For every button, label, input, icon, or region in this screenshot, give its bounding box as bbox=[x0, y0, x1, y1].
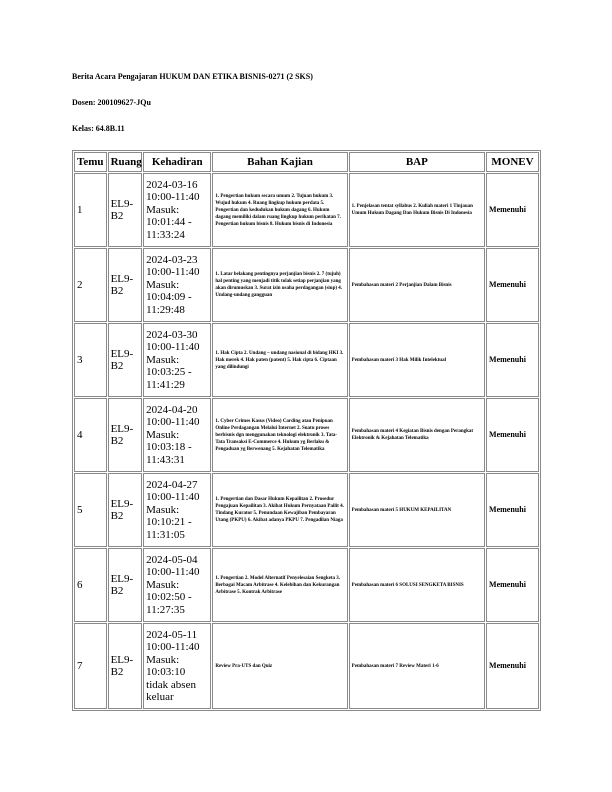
cell-bap: Pembahasan materi 5 HUKUM KEPAILITAN bbox=[349, 473, 485, 547]
table-header-row bbox=[74, 152, 539, 172]
table-row bbox=[74, 398, 539, 472]
column-header-ruang: Ruang bbox=[108, 152, 143, 172]
cell-ruang: EL9-B2 bbox=[108, 548, 143, 622]
cell-temu: 6 bbox=[74, 548, 107, 622]
table-row bbox=[74, 548, 539, 622]
cell-bahan-kajian: 1. Cyber Crimes Kasus (Video) Carding atau Penipuan Online Perdagangan Melalui Internet 2. Suatu proses berbisnis dgn menggunakan teknologi elektronik 3. Tata-Tata Transaksi E-Commerce 4. Hukum yg Berlaku & Pengaduan yg Berwenang 5. Kejahatan Telematika bbox=[212, 398, 347, 472]
cell-bap: 1. Penjelasan tentat syllabus 2. Kuliah materi 1 Tinjauan Umum Hukum Dagang Dan Hukum Bisnis Di Indonesia bbox=[349, 173, 485, 247]
table-row bbox=[74, 248, 539, 322]
attendance-report-table bbox=[72, 150, 541, 711]
column-header-bap: BAP bbox=[349, 152, 485, 172]
cell-bap: Pembahasan materi 7 Review Materi 1-6 bbox=[349, 623, 485, 709]
column-header-bahan-kajian: Bahan Kajian bbox=[212, 152, 347, 172]
cell-ruang: EL9-B2 bbox=[108, 323, 143, 397]
cell-bahan-kajian: Review Pra-UTS dan Quiz bbox=[212, 623, 347, 709]
cell-ruang: EL9-B2 bbox=[108, 398, 143, 472]
cell-kehadiran: 2024-03-16 10:00-11:40 Masuk: 10:01:44 - 11:33:24 bbox=[143, 173, 211, 247]
cell-bahan-kajian: 1. Pengertian 2. Model Alternatif Penyelesaian Sengketa 3. Berbagai Macam Arbitrase 4. Kelebihan dan Kekurangan Arbitrase 5. Kontrak Arbitrase bbox=[212, 548, 347, 622]
column-header-monev: MONEV bbox=[486, 152, 539, 172]
cell-monev: Memenuhi bbox=[486, 473, 539, 547]
cell-monev: Memenuhi bbox=[486, 323, 539, 397]
cell-kehadiran: 2024-03-23 10:00-11:40 Masuk: 10:04:09 - 11:29:48 bbox=[143, 248, 211, 322]
table-row bbox=[74, 473, 539, 547]
cell-bahan-kajian: 1. Hak Cipta 2. Undang – undang nasional di bidang HKI 3. Hak merek 4. Hak paten (patent) 5. Hak cipta 6. Ciptaan yang dilindungi bbox=[212, 323, 347, 397]
cell-bap: Pembahasan materi 2 Perjanjian Dalam Bisnis bbox=[349, 248, 485, 322]
cell-monev: Memenuhi bbox=[486, 623, 539, 709]
document-title: Berita Acara Pengajaran HUKUM DAN ETIKA BISNIS-0271 (2 SKS) bbox=[72, 72, 313, 81]
cell-kehadiran: 2024-05-11 10:00-11:40 Masuk: 10:03:10 tidak absen keluar bbox=[143, 623, 211, 709]
table-row bbox=[74, 623, 539, 709]
cell-temu: 3 bbox=[74, 323, 107, 397]
cell-ruang: EL9-B2 bbox=[108, 173, 143, 247]
lecturer-line: Dosen: 200109627-JQu bbox=[72, 98, 151, 107]
cell-ruang: EL9-B2 bbox=[108, 473, 143, 547]
cell-ruang: EL9-B2 bbox=[108, 623, 143, 709]
cell-bap: Pembahasan materi 6 SOLUSI SENGKETA BISNIS bbox=[349, 548, 485, 622]
column-header-kehadiran: Kehadiran bbox=[143, 152, 211, 172]
cell-temu: 4 bbox=[74, 398, 107, 472]
cell-monev: Memenuhi bbox=[486, 398, 539, 472]
cell-kehadiran: 2024-04-20 10:00-11:40 Masuk: 10:03:18 - 11:43:31 bbox=[143, 398, 211, 472]
cell-bap: Pembahasan materi 3 Hak Milik Intelektual bbox=[349, 323, 485, 397]
table-row bbox=[74, 173, 539, 247]
cell-bahan-kajian: 1. Latar belakang pentingnya perjanjian bisnis 2. 7 (tujuh) hal penting yang menjadi titik tolak setiap perjanjian yang akan dirumuskan 3. Surat izin usaha perdagangan (siup) 4. Undang-undang gangguan bbox=[212, 248, 347, 322]
cell-monev: Memenuhi bbox=[486, 548, 539, 622]
cell-temu: 7 bbox=[74, 623, 107, 709]
cell-kehadiran: 2024-04-27 10:00-11:40 Masuk: 10:10:21 - 11:31:05 bbox=[143, 473, 211, 547]
cell-bahan-kajian: 1. Pengertian hukum secara umum 2. Tujuan hukum 3. Wujud hukum 4. Ruang lingkup hukum perdata 5. Pengertian dan kedudukan hukum dagang 6. Hukum dagang memiliki dalam ruang lingkup hukum perikatan 7. Pengertian hukum bisnis 8. Hukum bisnis di Indonesia bbox=[212, 173, 347, 247]
cell-monev: Memenuhi bbox=[486, 248, 539, 322]
cell-temu: 1 bbox=[74, 173, 107, 247]
column-header-temu: Temu bbox=[74, 152, 107, 172]
cell-temu: 5 bbox=[74, 473, 107, 547]
class-line: Kelas: 64.8B.11 bbox=[72, 124, 125, 133]
cell-bahan-kajian: 1. Pengertian dan Dasar Hukum Kepailitan 2. Prosedur Pengajuan Kepailitan 3. Akibat Hukum Pernyataan Pailit 4. Tindang Kurator 5. Penundaan Kewajiban Pembayaran Utang (PKPU) 6. Akibat adanya PKPU 7. Pengadilan Niaga bbox=[212, 473, 347, 547]
cell-monev: Memenuhi bbox=[486, 173, 539, 247]
cell-bap: Pembahasan materi 4 Kegiatan Bisnis dengan Perangkat Elektronik & Kejahatan Telematika bbox=[349, 398, 485, 472]
cell-kehadiran: 2024-03-30 10:00-11:40 Masuk: 10:03:25 - 11:41:29 bbox=[143, 323, 211, 397]
table-row bbox=[74, 323, 539, 397]
cell-ruang: EL9-B2 bbox=[108, 248, 143, 322]
cell-temu: 2 bbox=[74, 248, 107, 322]
cell-kehadiran: 2024-05-04 10:00-11:40 Masuk: 10:02:50 - 11:27:35 bbox=[143, 548, 211, 622]
